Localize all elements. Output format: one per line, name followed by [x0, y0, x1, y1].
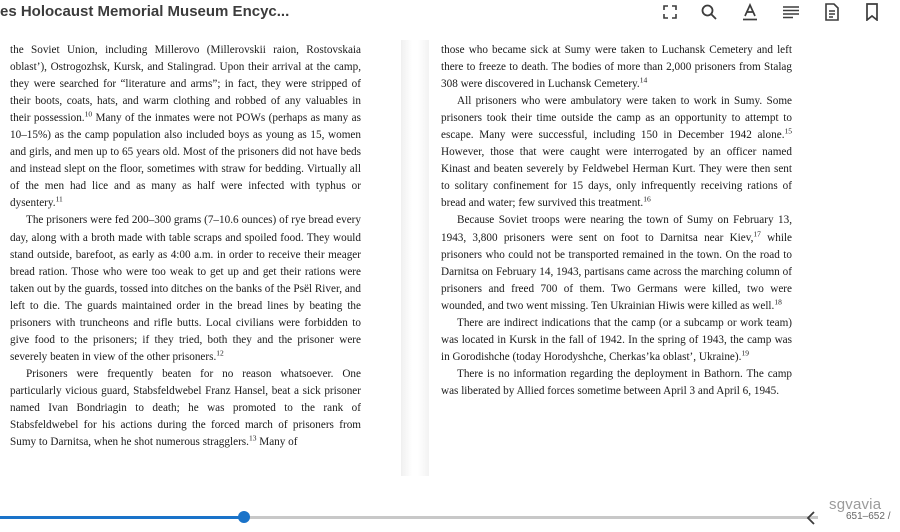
- paragraph: [441, 212, 792, 314]
- page-gutter: [401, 40, 429, 476]
- page-number-label: 651–652 /: [846, 511, 891, 522]
- progress-slider-handle[interactable]: [238, 511, 250, 523]
- text-run: Many of the inmates were not POWs (perhaps as many as 10–15%) as the camp population also included boys as young as 15, women and girls, and men up to 65 years old. Most of the prisoners did not have beds and instead slept on the floor, sometimes with straw for bedding. Virtually all of the men had lice and as many as half were infected with typhus or dysentery.: [10, 112, 361, 210]
- top-toolbar: [0, 0, 900, 26]
- paragraph: [10, 212, 361, 365]
- search-icon[interactable]: [699, 2, 719, 22]
- text-run: the Soviet Union, including Millerovo (Millerovskii raion, Rostovskaia oblast’), Ostrogozhsk, Kursk, and Stalingrad. Upon their arrival at the camp, they were searched for “literature and arms”; in fact, they were stripped of their boots, coats, hats, and warm clothing and robbed of any valuables in their possession.: [10, 44, 361, 125]
- previous-page-button[interactable]: [803, 509, 819, 527]
- bookmark-icon[interactable]: [862, 2, 882, 22]
- footnote-marker[interactable]: 16: [643, 194, 651, 204]
- book-spread: [0, 26, 900, 500]
- footnote-marker[interactable]: 18: [774, 296, 782, 306]
- reading-progress-bar[interactable]: [0, 516, 818, 519]
- paragraph: [441, 42, 792, 93]
- paragraph: [10, 42, 361, 212]
- text-format-icon[interactable]: [740, 2, 760, 22]
- text-run: All prisoners who were ambulatory were taken to work in Sumy. Some prisoners took their time outside the camp as an opportunity to attempt to escape. Many were successful, including 150 in December 1942 alone.: [441, 95, 792, 142]
- paragraph: [441, 93, 792, 212]
- footnote-marker[interactable]: 12: [216, 348, 224, 358]
- text-run: Because Soviet troops were nearing the town of Sumy on February 13, 1943, 3,800 prisoners were sent on foot to Darnitsa near Kiev,: [441, 214, 792, 244]
- footnote-marker[interactable]: 10: [84, 109, 93, 119]
- paragraph: [441, 315, 792, 366]
- footnote-marker[interactable]: 11: [55, 194, 63, 204]
- notes-icon[interactable]: [822, 2, 842, 22]
- book-title: es Holocaust Memorial Museum Encyc...: [0, 3, 290, 20]
- fullscreen-icon[interactable]: [660, 2, 680, 22]
- right-page-text: [441, 42, 792, 400]
- text-run: However, those that were caught were interrogated by an officer named Kinast and beaten severely by Feldwebel Herman Kurt. They were then sent to solitary confinement for 15 days, only infrequently receiving rations of bread and water; few survived this treatment.: [441, 146, 792, 210]
- watermark: sgvavia: [829, 496, 882, 513]
- contents-icon[interactable]: [781, 2, 801, 22]
- text-run: those who became sick at Sumy were taken to Luchansk Cemetery and left there to freeze to death. The bodies of more than 2,000 prisoners from Stalag 308 were discovered in Luchansk Cemetery.: [441, 44, 792, 91]
- text-run: Many of: [256, 436, 298, 449]
- text-run: while prisoners who could not be transported remained in the town. On the road to Darnitsa on February 14, 1943, partisans came across the marching column of prisoners and freed 700 of them. Two Germans were killed, two were wounded, and two went missing. Ten Ukrainian Hiwis were killed as well.: [441, 231, 793, 312]
- paragraph: [441, 366, 792, 400]
- footnote-marker[interactable]: 13: [248, 433, 257, 443]
- footnote-marker[interactable]: 17: [753, 228, 761, 238]
- paragraph: [10, 366, 361, 451]
- text-run: There is no information regarding the deployment in Bathorn. The camp was liberated by Allied forces sometime between April 3 and April 6, 1945.: [441, 367, 792, 397]
- text-run: Prisoners were frequently beaten for no reason whatsoever. One particularly vicious guard, Stabsfeldwebel Franz Hansel, beat a sick prisoner named Ivan Bondriagin to death; he was promoted to the rank of Stabsfeldwebel for his actions during the forced march of prisoners from Sumy to Darnitsa, when he shot numerous stragglers.: [10, 367, 361, 449]
- text-run: There are indirect indications that the camp (or a subcamp or work team) was located in Kursk in the fall of 1942. In the spring of 1943, the camp was in Gorodishche (today Horodyshche, Cherkas’ka oblast’, Ukraine).: [441, 316, 792, 363]
- left-page-text: [10, 42, 361, 451]
- footnote-marker[interactable]: 19: [741, 348, 749, 358]
- footnote-marker[interactable]: 15: [784, 126, 792, 136]
- progress-fill: [0, 516, 244, 519]
- text-run: The prisoners were fed 200–300 grams (7–10.6 ounces) of rye bread every day, along with a broth made with table scraps and spoiled food. They would stand outside, barefoot, as early as 4:00 a.m. in order to receive their meager bread ration. Those who were too weak to get up and get their rations were taken out by the guards, tossed into ditches on the banks of the Psël River, and left to die. The guards maintained order in the bread lines by beating the prisoners with truncheons and rifle butts. Local civilians were forbidden to give food to the prisoners; if they tried, both they and the prisoner were severely beaten in view of the other prisoners.: [10, 214, 361, 363]
- chevron-left-icon: [803, 509, 819, 527]
- footnote-marker[interactable]: 14: [639, 75, 648, 85]
